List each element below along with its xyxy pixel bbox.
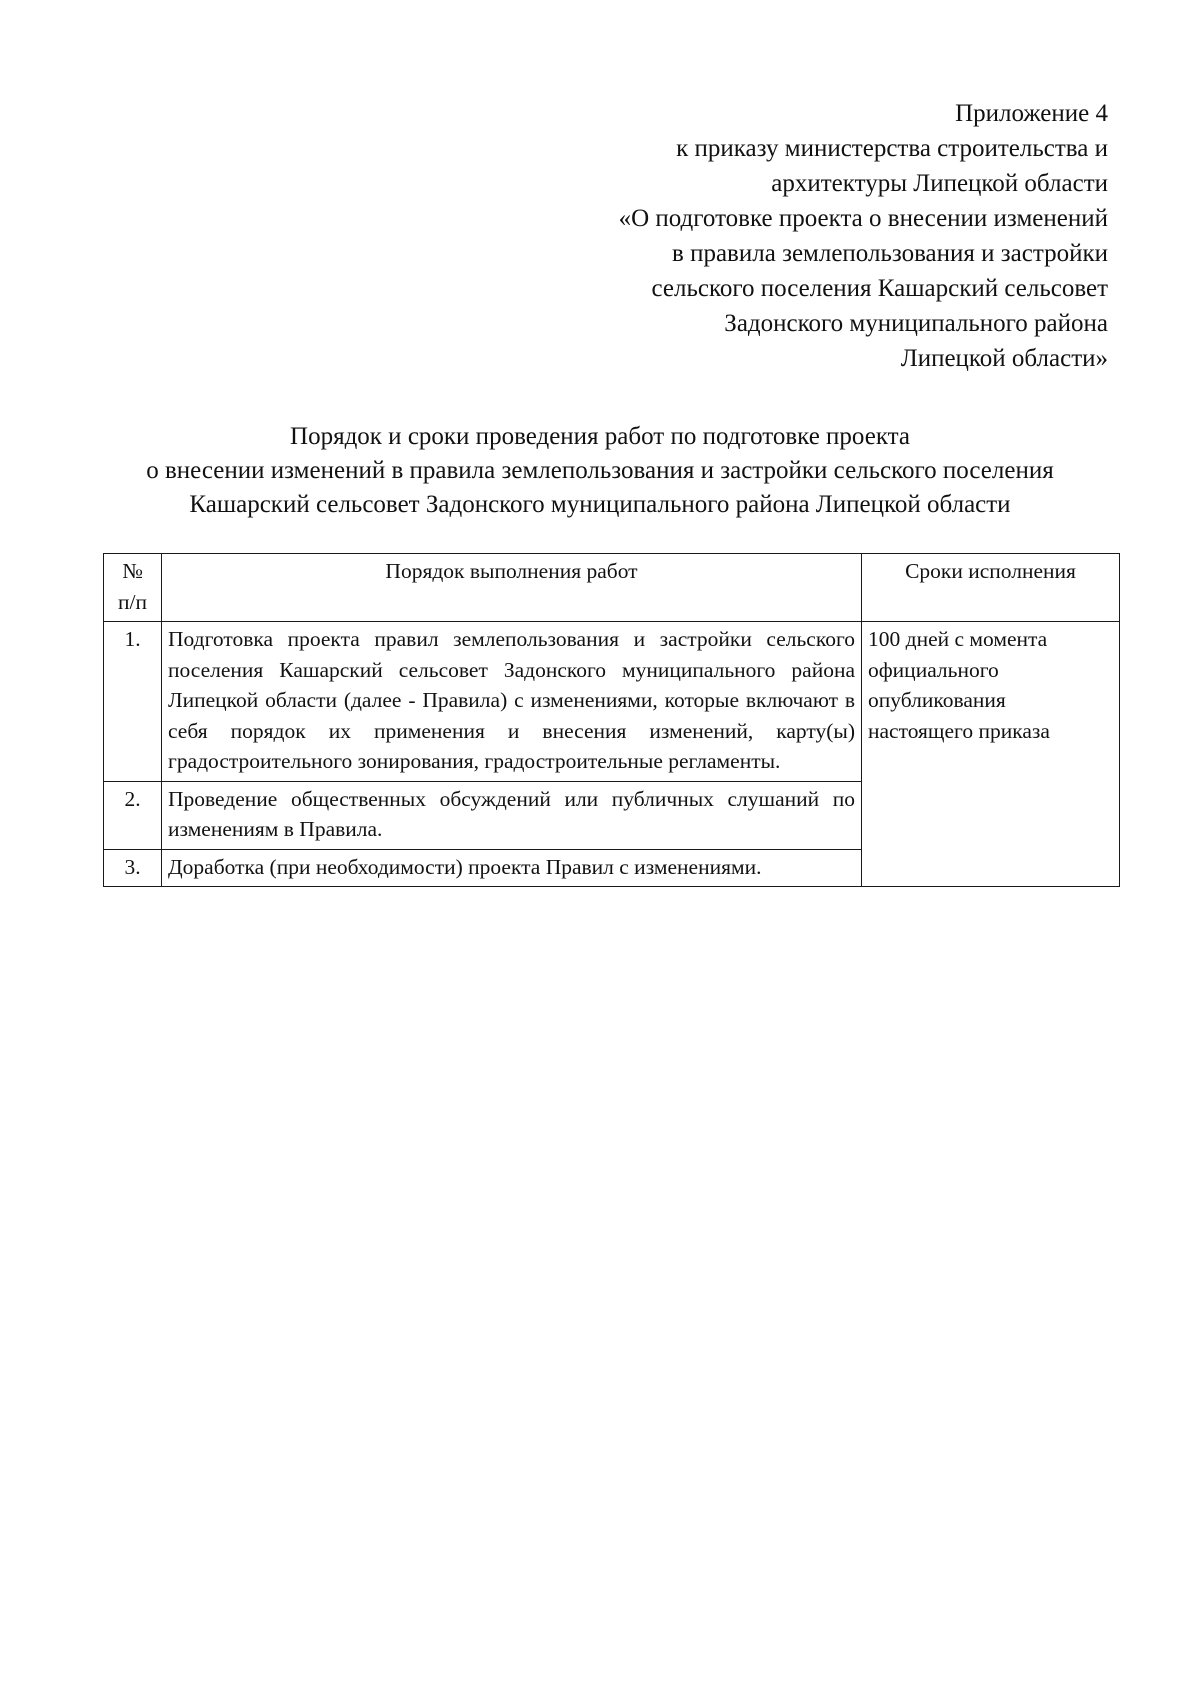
header-number-symbol: № xyxy=(122,559,143,583)
row-number: 2. xyxy=(104,781,162,849)
row-work-description: Подготовка проекта правил землепользования и застройки сельского поселения Кашарский сельсовет Задонского муниципального района Липецкой области (далее - Правила) с изменениями, которые включают в себя порядок их применения и внесения изменений, карту(ы) градостроительного зонирования, градостроительные регламенты. xyxy=(162,622,862,782)
appendix-line: в правила землепользования и застройки xyxy=(672,240,1108,267)
appendix-line: к приказу министерства строительства и xyxy=(676,135,1108,162)
header-number xyxy=(104,554,162,622)
appendix-line: Приложение 4 xyxy=(955,100,1108,127)
document-title xyxy=(60,420,1140,522)
row-number: 1. xyxy=(104,622,162,782)
header-deadlines: Сроки исполнения xyxy=(862,554,1120,622)
table-row xyxy=(104,622,1120,782)
works-table-container xyxy=(103,553,1119,887)
appendix-line: Липецкой области» xyxy=(900,345,1108,372)
row-number: 3. xyxy=(104,849,162,887)
table-header-row xyxy=(104,554,1120,622)
header-work-order: Порядок выполнения работ xyxy=(162,554,862,622)
works-table xyxy=(103,553,1120,887)
title-line: о внесении изменений в правила землепользования и застройки сельского поселения xyxy=(146,457,1054,484)
deadline-cell xyxy=(862,622,1120,887)
appendix-line: сельского поселения Кашарский сельсовет xyxy=(651,275,1108,302)
deadline-line: настоящего приказа xyxy=(868,718,1050,743)
appendix-header xyxy=(508,96,1108,376)
row-work-description: Доработка (при необходимости) проекта Правил с изменениями. xyxy=(162,849,862,887)
row-work-description: Проведение общественных обсуждений или публичных слушаний по изменениям в Правила. xyxy=(162,781,862,849)
deadline-line: официального xyxy=(868,657,999,682)
deadline-line: опубликования xyxy=(868,688,1006,712)
title-line: Порядок и сроки проведения работ по подготовке проекта xyxy=(290,423,910,450)
appendix-line: Задонского муниципального района xyxy=(724,310,1108,337)
header-number-abbr: п/п xyxy=(118,589,147,614)
title-line: Кашарский сельсовет Задонского муниципального района Липецкой области xyxy=(189,491,1011,518)
appendix-line: архитектуры Липецкой области xyxy=(771,170,1108,197)
deadline-line: 100 дней с момента xyxy=(868,627,1048,651)
appendix-line: «О подготовке проекта о внесении изменений xyxy=(618,205,1108,232)
